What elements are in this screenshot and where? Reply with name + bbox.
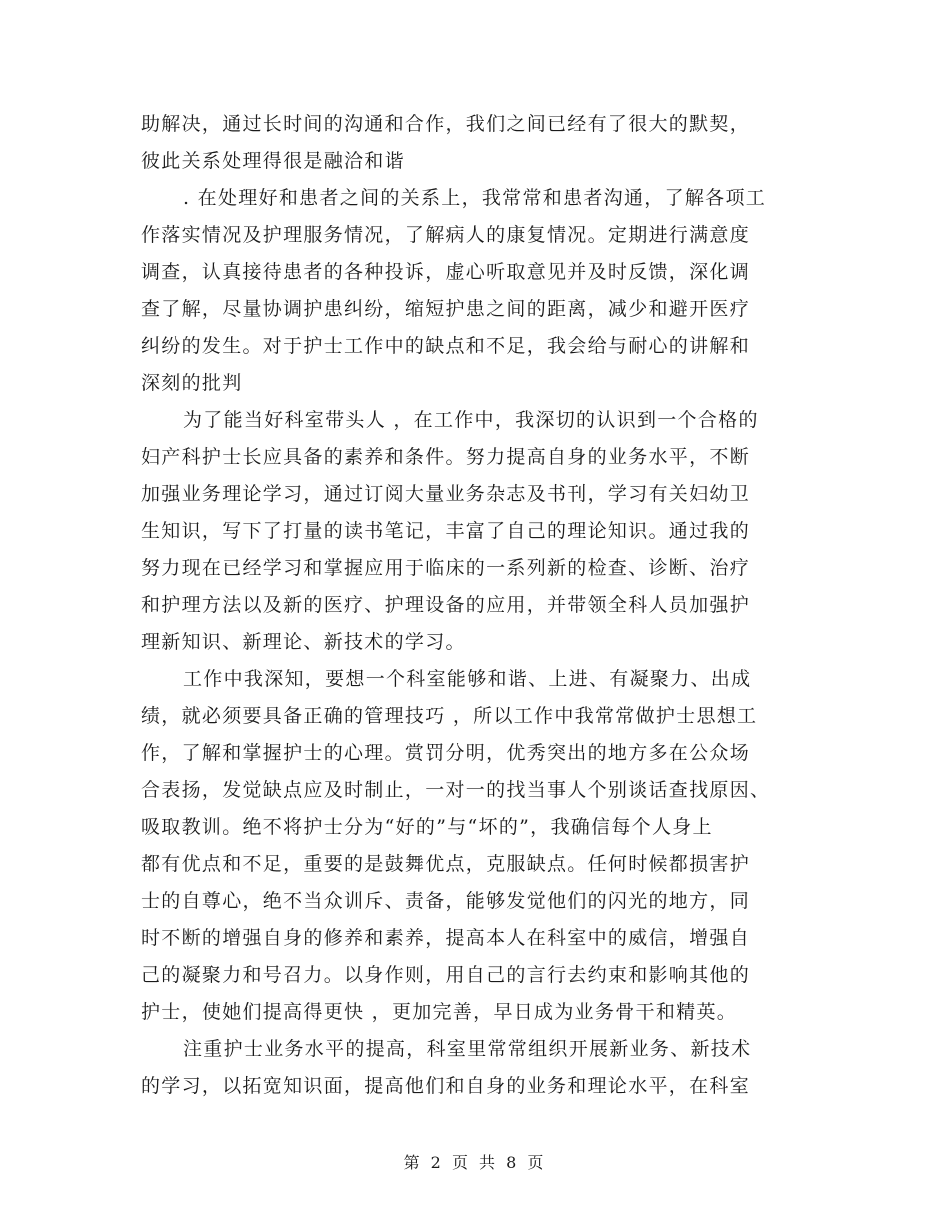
paragraph-start-line: 注重护士业务水平的提高，科室里常常组织开展新业务、新技术 (183, 1038, 752, 1060)
text-line: 理新知识、新理论、新技术的学习。 (141, 631, 466, 653)
text-line: 助解决，通过长时间的沟通和合作，我们之间已经有了很大的默契， (141, 113, 751, 135)
text-line: 护士，使她们提高得更快 ，更加完善，早日成为业务骨干和精英。 (141, 1001, 738, 1023)
text-line: 生知识，写下了打量的读书笔记，丰富了自己的理论知识。通过我的 (141, 520, 751, 542)
text-line: 己的凝聚力和号召力。以身作则，用自己的言行去约束和影响其他的 (141, 964, 751, 986)
text-line: 时不断的增强自身的修养和素养，提高本人在科室中的威信，增强自 (141, 927, 751, 949)
text-line: 作落实情况及护理服务情况，了解病人的康复情况。定期进行满意度 (141, 224, 751, 246)
text-line: 和护理方法以及新的医疗、护理设备的应用，并带领全科人员加强护 (141, 594, 751, 616)
text-line: 调查，认真接待患者的各种投诉，虚心听取意见并及时反馈，深化调 (141, 261, 751, 283)
text-line: 妇产科护士长应具备的素养和条件。努力提高自身的业务水平，不断 (141, 446, 751, 468)
paragraph-start-line: 工作中我深知，要想一个科室能够和谐、上进、有凝聚力、出成 (183, 668, 752, 690)
text-line: 查了解，尽量协调护患纠纷，缩短护患之间的距离，减少和避开医疗 (141, 298, 751, 320)
page-number-footer: 第 2 页 共 8 页 (403, 1153, 547, 1172)
paragraph-start-line: . 在处理好和患者之间的关系上，我常常和患者沟通，了解各项工 (183, 187, 767, 209)
document-body (141, 106, 813, 1105)
text-line: 吸取教训。绝不将护士分为“好的”与“坏的”，我确信每个人身上 (141, 816, 713, 838)
text-line: 努力现在已经学习和掌握应用于临床的一系列新的检查、诊断、治疗 (141, 557, 751, 579)
text-line: 深刻的批判 (141, 372, 243, 394)
text-line: 的学习，以拓宽知识面，提高他们和自身的业务和理论水平，在科室 (141, 1075, 751, 1097)
text-line: 加强业务理论学习，通过订阅大量业务杂志及书刊，学习有关妇幼卫 (141, 483, 751, 505)
text-line: 作，了解和掌握护士的心理。赏罚分明，优秀突出的地方多在公众场 (141, 742, 751, 764)
text-line: 纠纷的发生。对于护士工作中的缺点和不足，我会给与耐心的讲解和 (141, 335, 751, 357)
text-line: 都有优点和不足，重要的是鼓舞优点，克服缺点。任何时候都损害护 (141, 853, 751, 875)
text-line: 绩，就必须要具备正确的管理技巧 ，所以工作中我常常做护士思想工 (141, 705, 758, 727)
text-line: 士的自尊心，绝不当众训斥、责备，能够发觉他们的闪光的地方，同 (141, 890, 751, 912)
paragraph-start-line: 为了能当好科室带头人 ，在工作中，我深切的认识到一个合格的 (183, 409, 759, 431)
text-line: 彼此关系处理得很是融洽和谐 (141, 150, 405, 172)
text-line: 合表扬，发觉缺点应及时制止，一对一的找当事人个别谈话查找原因、 (141, 779, 771, 801)
